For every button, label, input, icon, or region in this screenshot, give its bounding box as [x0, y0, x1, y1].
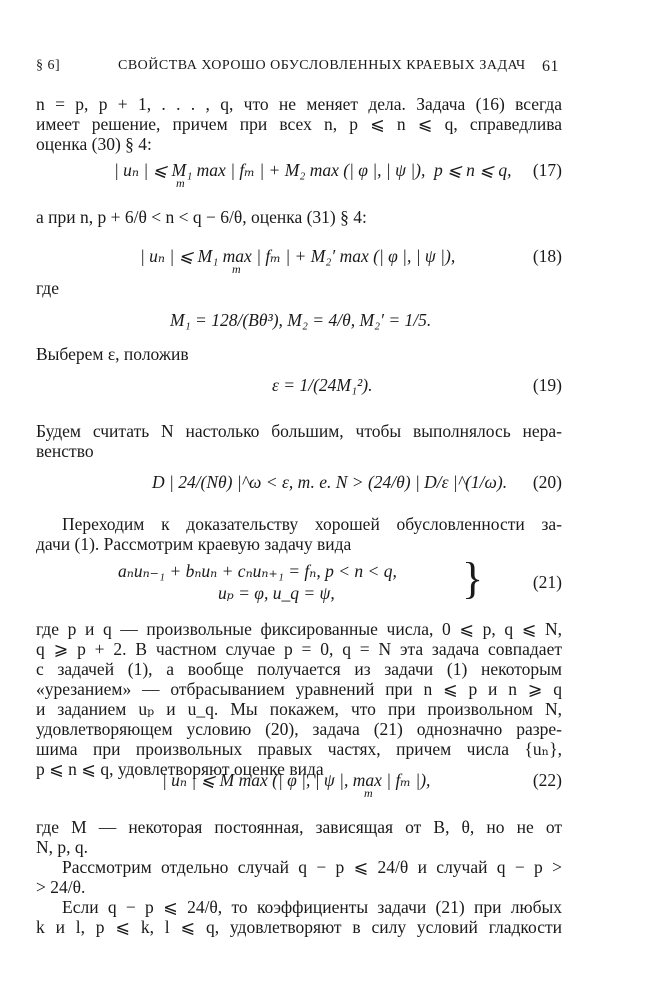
- text-line: оценка (30) § 4:: [36, 134, 152, 154]
- equation-number: (19): [532, 375, 562, 395]
- text-line: где M — некоторая постоянная, зависящая от B, θ, но не от: [36, 817, 562, 837]
- page-number: 61: [542, 58, 559, 75]
- text-line: N, p, q.: [36, 837, 89, 857]
- text-line: шима при произвольных правых частях, причем числа {uₙ},: [36, 739, 562, 759]
- brace-symbol: }: [462, 554, 484, 603]
- text-line: n = p, p + 1, . . . , q, что не меняет дела. Задача (16) всегда: [36, 94, 562, 114]
- equation-17: | uₙ | ⩽ M₁ max | fₘ | + M₂ max (| φ |, | ψ |),: [114, 160, 426, 180]
- equation-number: (22): [532, 770, 562, 790]
- section-marker: § 6]: [36, 58, 61, 73]
- text-line: где p и q — произвольные фиксированные числа, 0 ⩽ p, q ⩽ N,: [36, 619, 562, 639]
- equation-number: (18): [532, 246, 562, 266]
- equation-number: (21): [532, 572, 562, 592]
- text-line: имеет решение, причем при всех n, p ⩽ n ⩽ q, справедлива: [36, 114, 562, 134]
- text-line: > 24/θ.: [36, 877, 86, 897]
- text-line: Будем считать N настолько большим, чтобы выполнялось нера-: [36, 421, 562, 441]
- equation-22: | uₙ | ⩽ M max (| φ |, | ψ |, max | fₘ |),: [162, 770, 431, 790]
- text-line: и заданием uₚ и u_q. Мы покажем, что при произвольном N,: [36, 699, 562, 719]
- text-line: «урезанием» — отбрасыванием уравнений при n ⩽ p и n ⩾ q: [36, 679, 562, 699]
- equation-19: ε = 1/(24M₁²).: [272, 375, 373, 395]
- text-line: венство: [36, 441, 94, 461]
- text-line: p ⩽ n ⩽ q, удовлетворяют оценке вида: [36, 759, 324, 779]
- equation-17-condition: p ⩽ n ⩽ q,: [434, 160, 512, 180]
- equation-18: | uₙ | ⩽ M₁ max | fₘ | + M₂′ max (| φ |, | ψ |),: [140, 246, 456, 266]
- equation-18-subscript: m: [232, 262, 241, 276]
- equation-21-line-2: uₚ = φ, u_q = ψ,: [218, 583, 335, 603]
- text-line: Рассмотрим отдельно случай q − p ⩽ 24/θ и случай q − p >: [62, 857, 562, 877]
- equation-number: (17): [532, 160, 562, 180]
- text-line: где: [36, 278, 59, 298]
- equation-21-line-1: aₙuₙ₋₁ + bₙuₙ + cₙuₙ₊₁ = fₙ, p < n < q,: [118, 561, 397, 581]
- running-title: СВОЙСТВА ХОРОШО ОБУСЛОВЛЕННЫХ КРАЕВЫХ ЗАДАЧ: [118, 58, 526, 73]
- text-line: q ⩾ p + 2. В частном случае p = 0, q = N эта задача совпадает: [36, 639, 562, 659]
- equation-number: (20): [532, 472, 562, 492]
- equation-22-subscript: m: [364, 786, 373, 800]
- text-line: дачи (1). Рассмотрим краевую задачу вида: [36, 534, 352, 554]
- text-line: Переходим к доказательству хорошей обусловленности за-: [62, 514, 562, 534]
- text-line: Если q − p ⩽ 24/θ, то коэффициенты задачи (21) при любых: [62, 897, 562, 917]
- text-line: с задачей (1), а вообще получается из задачи (1) некоторым: [36, 659, 562, 679]
- text-line: k и l, p ⩽ k, l ⩽ q, удовлетворяют в силу условий гладкости: [36, 917, 562, 937]
- text-line: удовлетворяющем условию (20), задача (21) однозначно разре-: [36, 719, 562, 739]
- text-line: а при n, p + 6/θ < n < q − 6/θ, оценка (31) § 4:: [36, 207, 367, 227]
- equation-17-subscript: m: [176, 176, 185, 190]
- equation-20: D | 24/(Nθ) |^ω < ε, т. е. N > (24/θ) | D/ε |^(1/ω).: [152, 472, 508, 492]
- constants-definition: M₁ = 128/(Bθ³), M₂ = 4/θ, M₂′ = 1/5.: [170, 310, 432, 330]
- text-line: Выберем ε, положив: [36, 344, 189, 364]
